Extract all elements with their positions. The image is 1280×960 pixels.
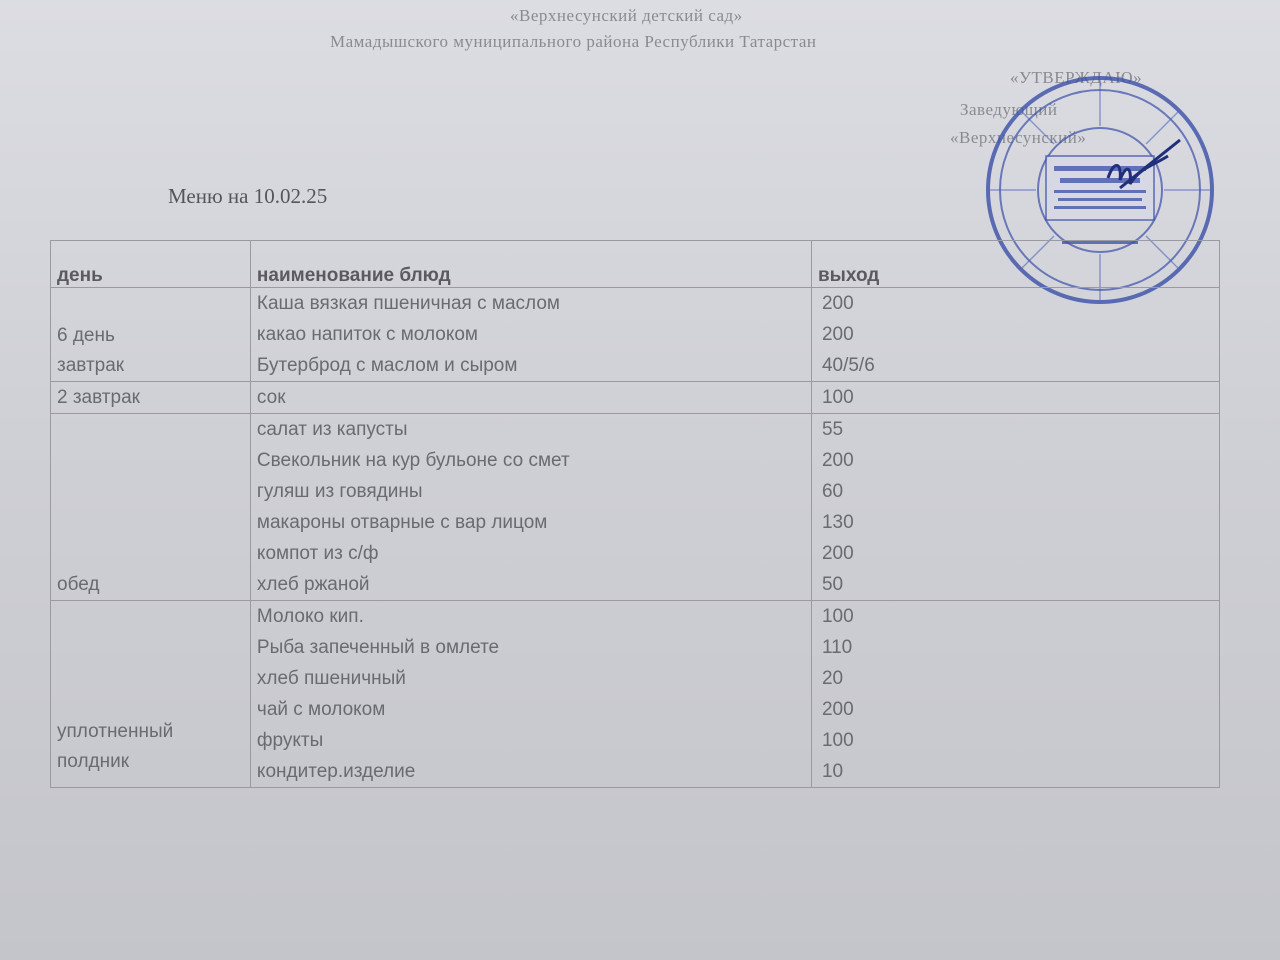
dish-name: Молоко кип. [256, 606, 364, 627]
dish-name: сок [256, 387, 286, 408]
table-row [51, 414, 1220, 601]
dish-name: фрукты [256, 730, 324, 751]
output-cell [811, 288, 1219, 382]
day-cell [51, 414, 251, 601]
dish-name: Бутерброд с маслом и сыром [256, 355, 518, 376]
table-row [51, 601, 1220, 788]
dish-cell [250, 414, 811, 601]
dish-output: 100 [821, 730, 854, 751]
dish-name: хлеб пшеничный [256, 668, 406, 689]
day-cell [51, 382, 251, 414]
dish-output: 200 [821, 324, 854, 345]
dish-cell [250, 601, 811, 788]
dish-cell [250, 288, 811, 382]
dish-output: 55 [821, 419, 844, 440]
dish-output: 60 [821, 481, 844, 502]
day-label: завтрак [57, 355, 125, 376]
dish-output: 200 [821, 450, 854, 471]
dish-output: 100 [821, 606, 854, 627]
dish-output: 40/5/6 [821, 355, 875, 376]
day-cell [51, 288, 251, 382]
menu-title: Меню на 10.02.25 [168, 184, 328, 208]
dish-name: гуляш из говядины [256, 481, 423, 502]
dish-name: компот из с/ф [256, 543, 379, 564]
dish-output: 20 [821, 668, 844, 689]
dish-output: 200 [821, 543, 854, 564]
header-head-title: Заведующий [960, 100, 1058, 119]
header-day: день [51, 241, 251, 288]
dish-name: Свекольник на кур бульоне со смет [256, 450, 570, 471]
dish-output: 100 [821, 387, 854, 408]
dish-output: 130 [821, 512, 854, 533]
day-label: 2 завтрак [57, 387, 140, 408]
dish-output: 50 [821, 574, 844, 595]
dish-output: 10 [821, 761, 844, 782]
dish-name: макароны отварные с вар лицом [256, 512, 548, 533]
header-approve: «УТВЕРЖДАЮ» [1010, 68, 1143, 87]
header-district: Мамадышского муниципального района Республики Татарстан [330, 32, 817, 51]
day-cell [51, 601, 251, 788]
dish-output: 110 [821, 637, 853, 658]
table-row [51, 288, 1220, 382]
output-cell [811, 601, 1219, 788]
dish-cell [250, 382, 811, 414]
day-label: уплотненный [57, 721, 174, 742]
header-org-name: «Верхнесунский детский сад» [510, 6, 743, 25]
table-row [51, 382, 1220, 414]
dish-name: салат из капусты [256, 419, 408, 440]
dish-name: Каша вязкая пшеничная с маслом [256, 293, 560, 314]
menu-table [50, 240, 1220, 788]
dish-output: 200 [821, 699, 854, 720]
day-label: полдник [57, 751, 130, 772]
header-output: выход [811, 241, 1219, 288]
dish-name: хлеб ржаной [256, 574, 370, 595]
dish-name: Рыба запеченный в омлете [256, 637, 500, 658]
output-cell [811, 414, 1219, 601]
header-org-short: «Верхнесунский» [950, 128, 1087, 147]
dish-name: чай с молоком [256, 699, 386, 720]
dish-name: кондитер.изделие [256, 761, 416, 782]
day-label: 6 день [57, 325, 115, 346]
day-label: обед [57, 574, 100, 595]
dish-name: какао напиток с молоком [256, 324, 478, 345]
header-dish: наименование блюд [250, 241, 811, 288]
dish-output: 200 [821, 293, 854, 314]
output-cell [811, 382, 1219, 414]
table-header-row [51, 241, 1220, 288]
